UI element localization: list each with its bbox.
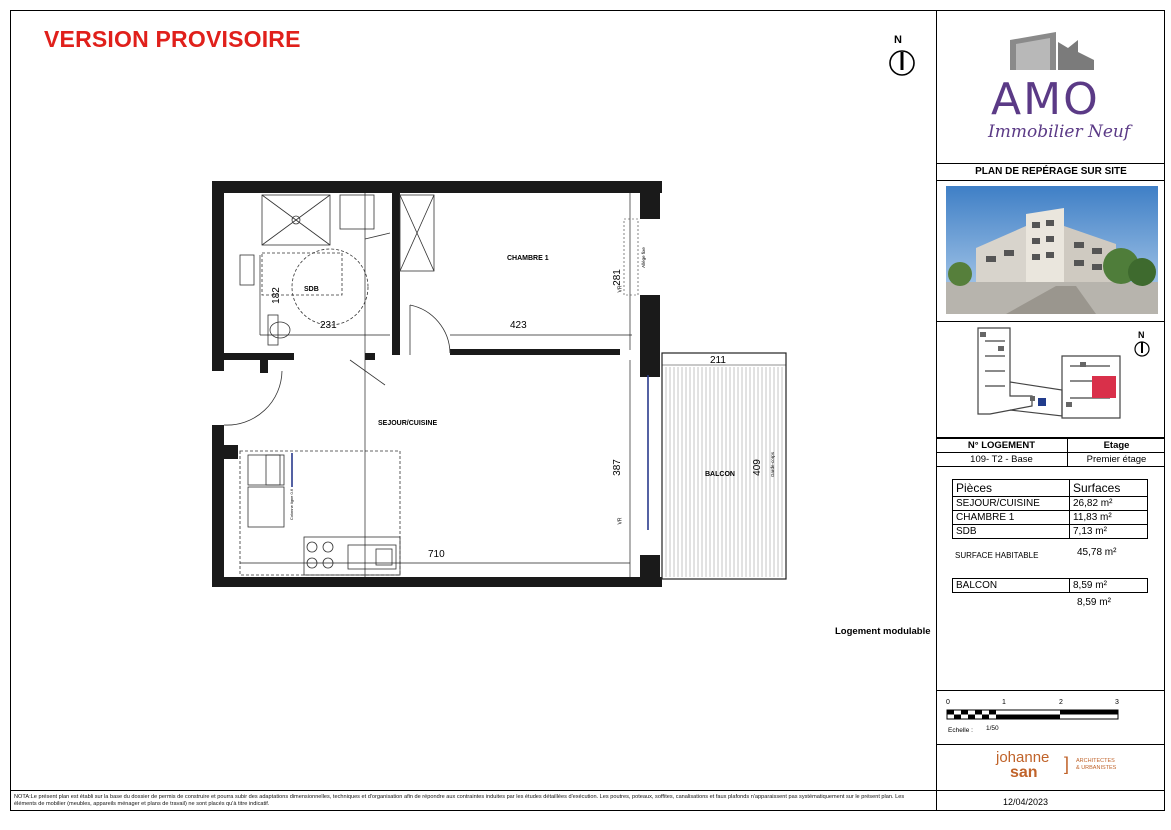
table-row [953, 480, 1148, 497]
dim-182: 182 [270, 287, 282, 304]
room-name: CHAMBRE 1 [953, 511, 1070, 525]
habitable-label: SURFACE HABITABLE [955, 551, 1039, 560]
rooms-header: Pièces [953, 480, 1070, 497]
divider [936, 790, 1165, 791]
dim-231: 231 [320, 320, 337, 331]
garde-corps-label: Garde-corps [770, 451, 776, 478]
scale-bar [946, 699, 1136, 739]
north-label: N [894, 34, 902, 46]
allege-label: Allège fixe [640, 247, 646, 268]
table-row [953, 497, 1148, 511]
north-arrow [885, 34, 919, 82]
divider [936, 744, 1165, 745]
room-surface: 11,83 m² [1070, 511, 1148, 525]
echelle-label: Echelle : [948, 727, 973, 734]
architect-logo [996, 750, 1136, 786]
balcon-total: 8,59 m² [1077, 597, 1111, 608]
logement-number-value: 109- T2 - Base [936, 453, 1068, 467]
colonne-label: Colonne ligne 0.6 [289, 488, 295, 521]
buildings-logo-icon [1008, 30, 1098, 74]
divider [10, 790, 936, 791]
brand-name: AMO [991, 74, 1100, 125]
room-name: SDB [953, 525, 1070, 539]
building-render-image [946, 186, 1158, 314]
divider [936, 163, 1165, 164]
vr-label: VR [617, 517, 624, 525]
dim-281: 281 [611, 269, 623, 286]
dim-710: 710 [428, 549, 445, 560]
provisional-version-label: VERSION PROVISOIRE [44, 26, 301, 52]
bracket-glyph: ] [1064, 754, 1070, 774]
logement-floor-header: Etage [1068, 439, 1166, 453]
table-row [936, 439, 1165, 453]
vr-label: VR [617, 285, 624, 293]
balcon-table [952, 578, 1148, 593]
amo-logo [985, 30, 1131, 160]
architect-name-top: johanne [996, 749, 1050, 766]
building-photo [946, 186, 1158, 314]
logement-table [936, 438, 1165, 467]
room-chambre-label: CHAMBRE 1 [507, 255, 549, 262]
architect-name-bottom: san [1010, 764, 1038, 781]
logement-floor-value: Premier étage [1068, 453, 1166, 467]
brand-tagline: Immobilier Neuf [988, 122, 1131, 142]
footer-date: 12/04/2023 [1003, 797, 1049, 807]
table-row [953, 579, 1148, 593]
scale-tick-0: 0 [946, 699, 950, 706]
divider [936, 180, 1165, 181]
room-balcon-label: BALCON [705, 471, 735, 478]
dim-409: 409 [751, 459, 763, 476]
table-row [936, 453, 1165, 467]
divider [936, 321, 1165, 322]
dim-387: 387 [611, 459, 623, 476]
logement-number-header: N° LOGEMENT [936, 439, 1068, 453]
surfaces-header: Surfaces [1070, 480, 1148, 497]
walls [212, 181, 662, 587]
footer-note: NOTA:Le présent plan est établi sur la base du dossier de permis de construire et pourra subir des adaptations dimensionnelles, techniques et d'organisation afin de répondre aux contraintes induites par les études détaillées d'exécution. Les poutres, poteaux, soffites, canalisations et faux plafonds n'apparaissent pas systématiquement sur le présent plan. Les éléments de mobilier (meubles, appareils ménager et plans de travail) ne sont placés qu'à titre indicatif. [14, 794, 905, 807]
room-name: SEJOUR/CUISINE [953, 497, 1070, 511]
echelle-value: 1/50 [986, 725, 999, 732]
habitable-value: 45,78 m² [1077, 547, 1117, 558]
balcony [662, 353, 786, 579]
divider [936, 690, 1165, 691]
dim-423: 423 [510, 320, 527, 331]
room-sejour-label: SEJOUR/CUISINE [378, 420, 438, 427]
floor-plan [200, 175, 800, 595]
site-compass-icon [1133, 340, 1151, 358]
site-plan-drawing [970, 326, 1160, 434]
architect-line1: ARCHITECTES [1076, 758, 1115, 764]
site-plan-map [970, 326, 1160, 434]
table-row [953, 525, 1148, 539]
site-north-label: N [1138, 330, 1145, 340]
room-surface: 26,82 m² [1070, 497, 1148, 511]
surfaces-table [952, 479, 1148, 539]
balcon-value: 8,59 m² [1070, 579, 1148, 593]
table-row [953, 511, 1148, 525]
scale-tick-3: 3 [1115, 699, 1119, 706]
scale-tick-1: 1 [1002, 699, 1006, 706]
site-plan-title: PLAN DE REPÉRAGE SUR SITE [975, 166, 1127, 177]
room-surface: 7,13 m² [1070, 525, 1148, 539]
balcon-label: BALCON [953, 579, 1070, 593]
scale-graphic [946, 709, 1126, 721]
room-sdb-label: SDB [304, 286, 319, 293]
dim-211: 211 [710, 355, 726, 366]
architect-line2: & URBANISTES [1076, 765, 1117, 771]
modulable-label: Logement modulable [835, 626, 931, 637]
scale-tick-2: 2 [1059, 699, 1063, 706]
compass-icon [887, 48, 917, 78]
